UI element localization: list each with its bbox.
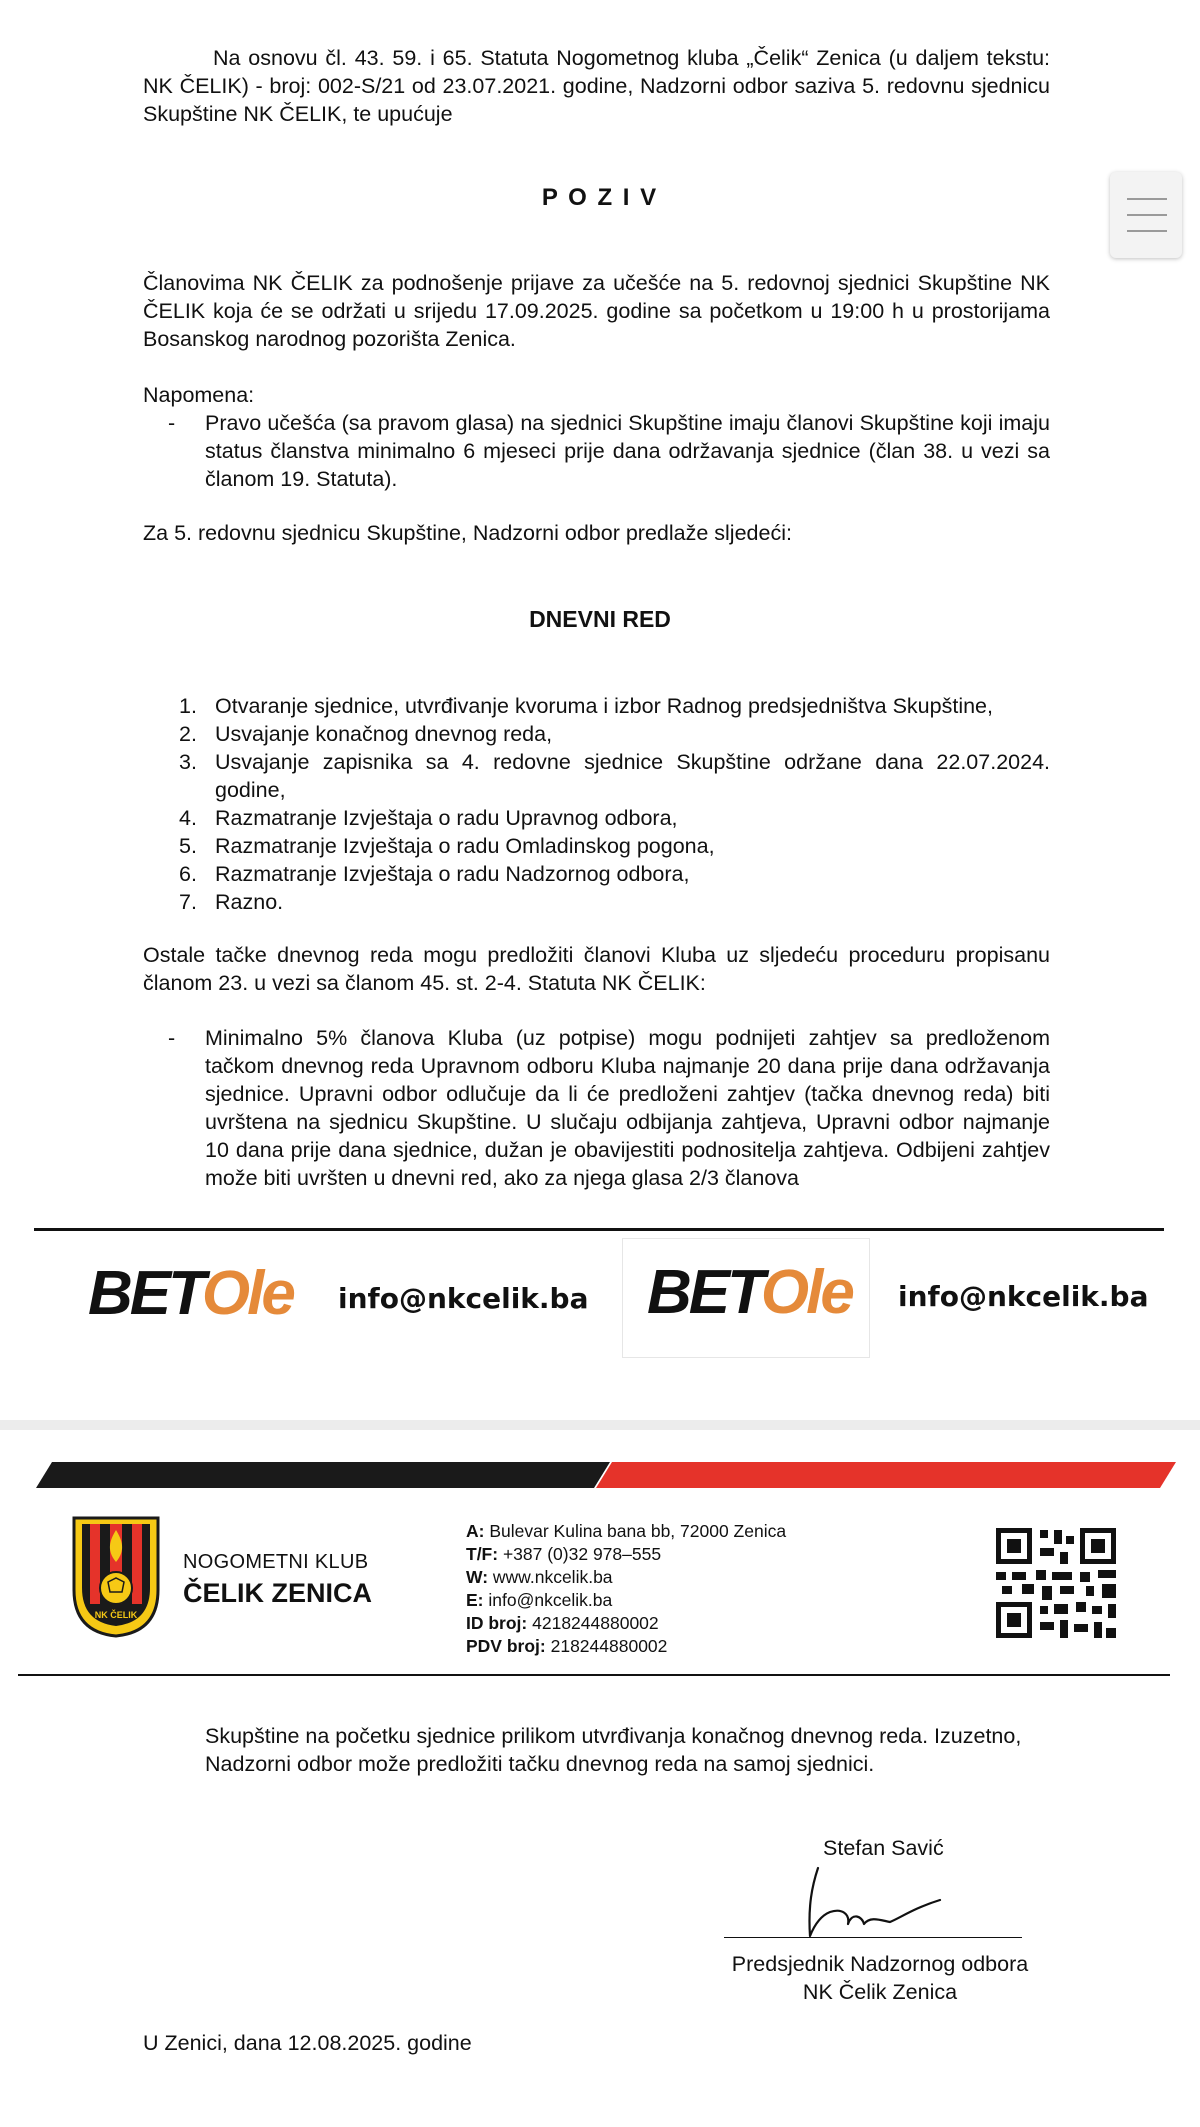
agenda-item: 4. Razmatranje Izvještaja o radu Upravnog odbora,: [179, 806, 678, 830]
poziv-title: P O Z I V: [541, 184, 659, 211]
agenda-item: 3. Usvajanje zapisnika sa 4. redovne sjednice Skupštine održane dana 22.07.2024. godine,: [179, 750, 1050, 802]
contact-email: E: info@nkcelik.ba: [466, 1590, 613, 1610]
menu-icon-bar: [1127, 230, 1167, 232]
betole-logo: BETOle: [88, 1259, 293, 1328]
place-date: U Zenici, dana 12.08.2025. godine: [143, 2031, 472, 2055]
sponsor-logo-left: [40, 1238, 310, 1356]
sponsor-email-right[interactable]: info@nkcelik.ba: [898, 1280, 1149, 1313]
betole-logo: BETOle: [647, 1258, 852, 1327]
dash-bullet: -: [168, 411, 176, 435]
agenda-item: 5. Razmatranje Izvještaja o radu Omladinskog pogona,: [179, 834, 715, 858]
menu-icon-bar: [1127, 198, 1167, 200]
contact-pdv: PDV broj: 218244880002: [466, 1636, 668, 1656]
signatory-org: NK Čelik Zenica: [802, 1980, 958, 2004]
other-items-paragraph: Ostale tačke dnevnog reda mogu predložiti članovi Kluba uz sljedeću proceduru propisanu članom 23. u vezi sa članom 45. st. 2-4. Statuta NK ČELIK:: [143, 943, 1050, 995]
club-badge-icon: [66, 1510, 166, 1640]
footer-divider: [34, 1228, 1164, 1231]
invitation-paragraph: Članovima NK ČELIK za podnošenje prijave za učešće na 5. redovnoj sjednici Skupštine NK ČELIK koja će se održati u srijedu 17.09.2025. godine sa početkom u 19:00 h u prostorijama Bosanskog narodnog pozorišta Zenica.: [143, 271, 1050, 351]
page-gap: [0, 1420, 1200, 1430]
letterhead-divider: [18, 1674, 1170, 1676]
contact-id: ID broj: 4218244880002: [466, 1613, 659, 1633]
signature-line: [724, 1937, 1022, 1938]
contact-web: W: www.nkcelik.ba: [466, 1567, 613, 1587]
signatory-title: [680, 1950, 1080, 2006]
procedure-text: Minimalno 5% članova Kluba (uz potpise) mogu podnijeti zahtjev sa predloženom tačkom dnevnog reda Upravnom odboru Kluba najmanje 20 dana prije dana održavanja sjednice. Upravni odbor odlučuje da li će predloženi zahtjev (tačka dnevnog reda) biti uvrštena na sjednicu Skupštine. U slučaju odbijanja zahtjeva, Upravni odbor najmanje 10 dana prije dana sjednice, dužan je obavijestiti podnositelja zahtjeva. Odbijeni zahtjev može biti uvršten u dnevni red, ako za njega glasa 2/3 članova: [205, 1026, 1050, 1190]
continuation-paragraph: Skupštine na početku sjednice prilikom utvrđivanja konačnog dnevnog reda. Izuzetno, Nadzorni odbor može predložiti tačku dnevnog reda na samoj sjednici.: [205, 1724, 1022, 1776]
agenda-item: 7. Razno.: [179, 890, 284, 914]
hamburger-menu-button[interactable]: [1110, 172, 1182, 258]
qr-code-icon[interactable]: [996, 1528, 1116, 1638]
note-item-text: Pravo učešća (sa pravom glasa) na sjednici Skupštine imaju članovi Skupštine koji imaju status članstva minimalno 6 mjeseci prije dana održavanja sjednice (član 38. u vezi sa članom 19. Statuta).: [205, 411, 1050, 491]
agenda-title: DNEVNI RED: [529, 606, 671, 632]
signatory-role: Predsjednik Nadzornog odbora: [731, 1952, 1029, 1976]
menu-icon-bar: [1127, 214, 1167, 216]
signatory-name: Stefan Savić: [823, 1836, 944, 1860]
agenda-item: 6. Razmatranje Izvještaja o radu Nadzornog odbora,: [179, 862, 690, 886]
badge-text: NK ČELIK: [94, 1610, 138, 1620]
letterhead-stripe: [0, 1460, 1200, 1500]
club-label-big: ČELIK ZENICA: [183, 1578, 372, 1608]
contact-address: A: Bulevar Kulina bana bb, 72000 Zenica: [466, 1521, 787, 1541]
intro-paragraph: Na osnovu čl. 43. 59. i 65. Statuta Nogometnog kluba „Čelik“ Zenica (u daljem tekstu: NK ČELIK) - broj: 002-S/21 od 23.07.2021. godine, Nadzorni odbor saziva 5. redovnu sjednicu Skupštine NK ČELIK, te upućuje: [143, 46, 1050, 126]
procedure-item: [143, 1024, 1050, 1192]
note-item: [143, 409, 1050, 493]
contact-phone: T/F: +387 (0)32 978–555: [466, 1544, 662, 1564]
club-label-small: NOGOMETNI KLUB: [183, 1551, 369, 1573]
sponsor-email-left[interactable]: info@nkcelik.ba: [338, 1282, 589, 1315]
dash-bullet: -: [168, 1026, 176, 1050]
sponsor-logo-right: [622, 1238, 870, 1358]
agenda-list: [143, 692, 1050, 916]
contact-block: [466, 1520, 786, 1658]
agenda-item: 1. Otvaranje sjednice, utvrđivanje kvoruma i izbor Radnog predsjedništva Skupštine,: [179, 694, 993, 718]
note-label: Napomena:: [143, 383, 255, 407]
agenda-item: 2. Usvajanje konačnog dnevnog reda,: [179, 722, 553, 746]
signature-image: [790, 1858, 980, 1958]
proposal-text: Za 5. redovnu sjednicu Skupštine, Nadzorni odbor predlaže sljedeći:: [143, 521, 792, 545]
